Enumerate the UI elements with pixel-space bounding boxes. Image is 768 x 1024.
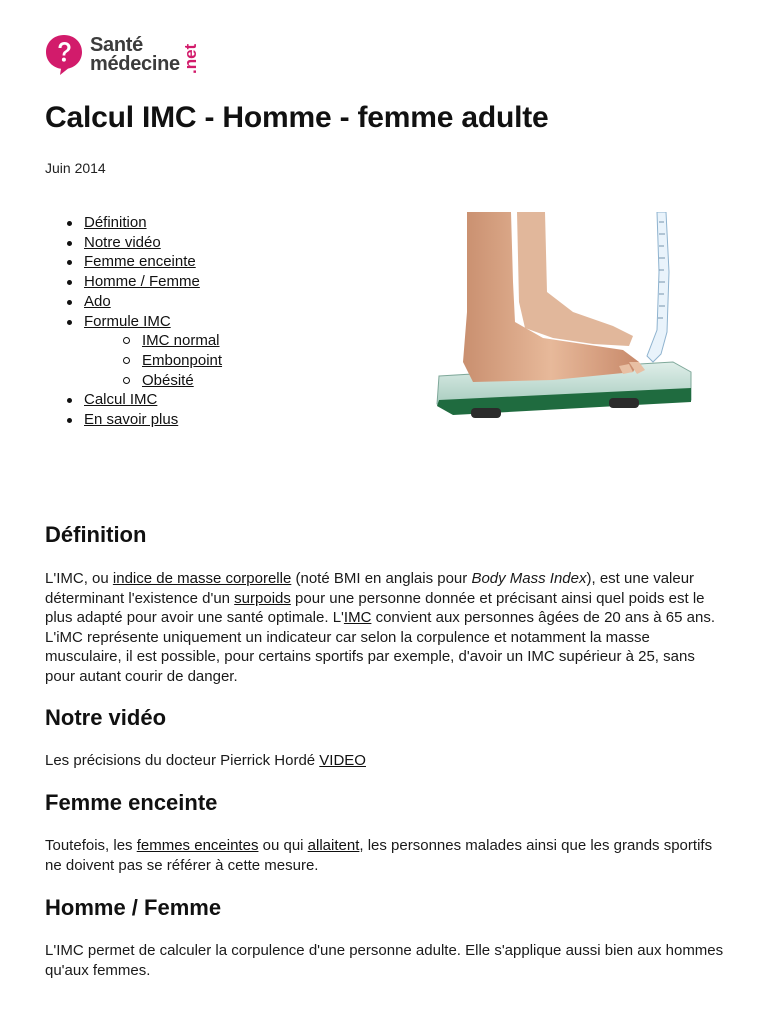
publish-date: Juin 2014 (45, 160, 106, 176)
text-run: L'IMC, ou (45, 570, 113, 587)
logo-line-1: Santé (90, 34, 143, 56)
svg-text:.net: .net (181, 43, 200, 74)
toc-link-definition[interactable]: Définition (84, 214, 147, 231)
text-run: convient aux personnes âgées de 20 ans à 65 ans. L'iMC représente uniquement un indicateur car selon la corpulence et notamment la masse musculaire, il est possible, pour certains sportifs par exemple, d'avoir un IMC supérieur à 25, sans pour autant courir de danger. (45, 609, 715, 685)
toc-subitem (84, 331, 222, 351)
toc-subitem (84, 351, 222, 371)
toc-item (66, 252, 222, 272)
pregnant-paragraph (45, 836, 725, 875)
toc-item (66, 272, 222, 292)
toc-sublist (84, 331, 222, 390)
toc-link-formula[interactable]: Formule IMC (84, 312, 171, 330)
toc-link-normal[interactable]: IMC normal (142, 332, 220, 350)
link-body-mass-index[interactable]: indice de masse corporelle (112, 570, 292, 587)
man-woman-paragraph: L'IMC permet de calculer la corpulence d'une personne adulte. Elle s'applique aussi bien aux hommes qu'aux femmes. (45, 942, 724, 979)
page-title: Calcul IMC - Homme - femme adulte (45, 101, 549, 134)
toc-link-man-woman[interactable]: Homme / Femme (84, 273, 200, 291)
text-run: Toutefois, les (45, 837, 137, 854)
toc-item (66, 292, 222, 312)
link-video[interactable]: VIDEO (319, 752, 366, 769)
link-overweight[interactable]: surpoids (234, 589, 291, 607)
video-paragraph (45, 751, 725, 771)
link-imc[interactable]: IMC (343, 609, 372, 627)
toc-subitem (84, 371, 222, 391)
toc-item (66, 213, 222, 233)
text-run: (noté BMI en anglais pour (291, 570, 472, 587)
toc-link-overweight[interactable]: Embonpoint (142, 351, 223, 369)
text-run: ou qui (258, 837, 308, 854)
toc-item (66, 390, 222, 410)
link-pregnant-women[interactable]: femmes enceintes (136, 837, 259, 854)
toc-item (66, 233, 222, 253)
table-of-contents (66, 213, 222, 430)
heading-video: Notre vidéo (45, 705, 167, 730)
toc-link-calc[interactable]: Calcul IMC (84, 391, 158, 409)
logo-wordmark (90, 36, 180, 74)
toc-link-video[interactable]: Notre vidéo (84, 233, 161, 251)
heading-pregnant: Femme enceinte (45, 790, 218, 815)
text-run: Les précisions du docteur Pierrick Hordé (45, 752, 320, 769)
heading-definition: Définition (45, 522, 147, 547)
text-run: ), est une valeur déterminant l'existence d'un (45, 570, 695, 607)
toc-item (66, 410, 222, 430)
definition-paragraph (45, 569, 725, 687)
toc-link-ado[interactable]: Ado (84, 292, 111, 310)
text-run: pour une personne donnée et précisant ainsi quel poids est le plus adapté pour avoir une santé optimale. L' (45, 589, 705, 627)
question-bubble-icon (45, 34, 83, 76)
toc-link-obesity[interactable]: Obésité (142, 371, 194, 389)
site-logo[interactable] (45, 34, 215, 80)
text-run: , les personnes malades ainsi que les grands sportifs ne doivent pas se référer à cette mesure. (45, 837, 713, 874)
link-breastfeeding[interactable]: allaitent (307, 837, 360, 854)
logo-net-suffix (177, 40, 201, 76)
feet-on-scale-image (433, 212, 695, 428)
toc-link-pregnant[interactable]: Femme enceinte (84, 253, 196, 271)
emphasis-text: Body Mass Index (471, 570, 587, 587)
heading-man-woman: Homme / Femme (45, 895, 222, 920)
toc-link-more[interactable]: En savoir plus (84, 411, 179, 429)
logo-line-2: médecine (90, 53, 180, 75)
toc-item (66, 312, 222, 391)
